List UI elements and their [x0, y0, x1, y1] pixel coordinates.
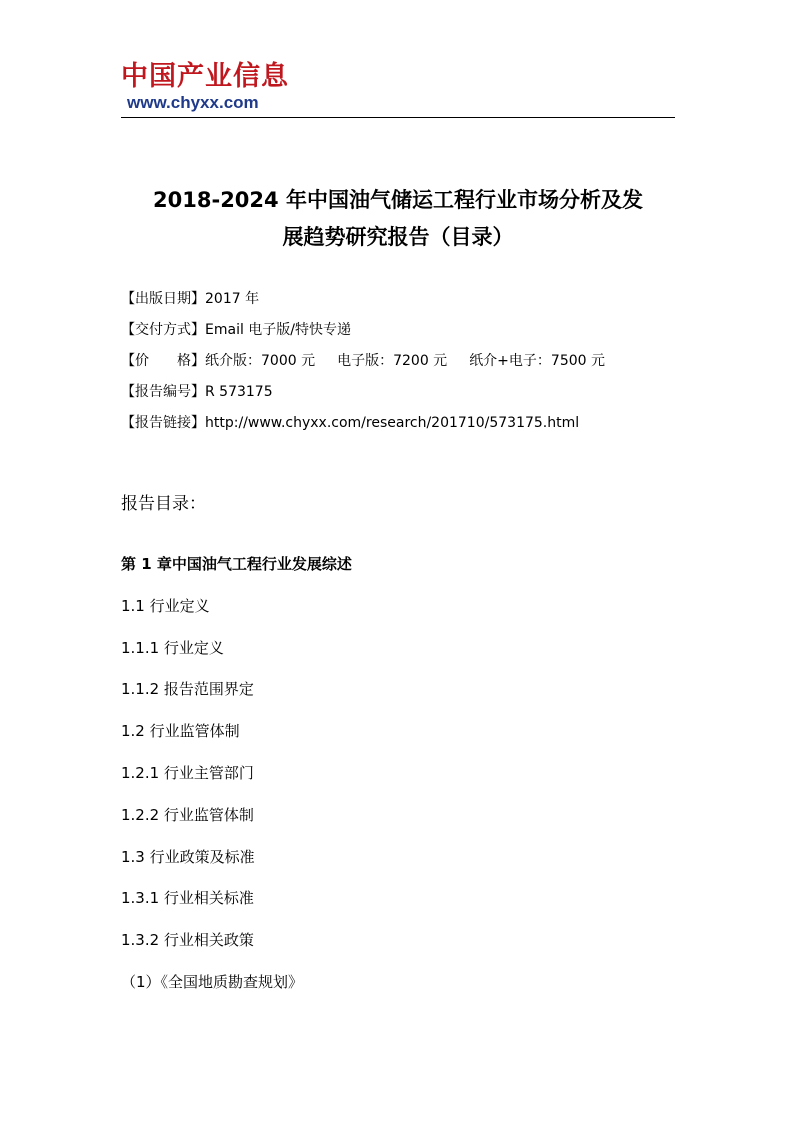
table-of-contents — [121, 549, 681, 1009]
price-electronic: 电子版：7200 元 — [337, 353, 448, 369]
meta-price — [121, 350, 681, 381]
toc-item: 1.1.2 报告范围界定 — [121, 680, 254, 699]
toc-item: 1.3.1 行业相关标准 — [121, 889, 254, 908]
meta-label: 【出版日期】 — [121, 291, 205, 307]
logo-text: 中国产业信息 — [121, 61, 289, 92]
toc-item: 1.3.2 行业相关政策 — [121, 931, 254, 950]
price-paper: 纸介版：7000 元 — [205, 353, 316, 369]
toc-item: 1.2.1 行业主管部门 — [121, 763, 254, 782]
meta-label: 【交付方式】 — [121, 322, 205, 338]
toc-item: 1.3 行业政策及标准 — [121, 847, 255, 866]
meta-report-number — [121, 381, 681, 412]
meta-label: 【价 格】 — [121, 353, 205, 369]
meta-value: Email 电子版/特快专递 — [205, 322, 352, 338]
title-line-2: 展趋势研究报告（目录） — [282, 225, 514, 249]
toc-chapter: 第 1 章中国油气工程行业发展综述 — [121, 555, 352, 573]
title-line-1: 2018-2024 年中国油气储运工程行业市场分析及发 — [153, 188, 643, 212]
toc-item: 1.1 行业定义 — [121, 596, 210, 615]
toc-item: 1.1.1 行业定义 — [121, 638, 224, 657]
meta-value: R 573175 — [205, 384, 273, 400]
toc-item: 1.2 行业监管体制 — [121, 722, 240, 741]
meta-delivery — [121, 319, 681, 350]
meta-value: 2017 年 — [205, 291, 260, 307]
report-link[interactable]: http://www.chyxx.com/research/201710/573175.html — [205, 415, 580, 431]
logo-url: www.chyxx.com — [127, 93, 259, 112]
meta-publish-date — [121, 288, 681, 319]
meta-label: 【报告编号】 — [121, 384, 205, 400]
toc-heading: 报告目录： — [121, 494, 206, 514]
report-metadata — [121, 288, 681, 443]
meta-label: 【报告链接】 — [121, 415, 205, 431]
price-both: 纸介+电子：7500 元 — [469, 353, 605, 369]
document-title — [121, 182, 675, 256]
toc-item: 1.2.2 行业监管体制 — [121, 805, 254, 824]
meta-report-link — [121, 412, 681, 443]
toc-subitem: （1）《全国地质勘查规划》 — [121, 972, 304, 991]
header-divider — [121, 117, 675, 118]
